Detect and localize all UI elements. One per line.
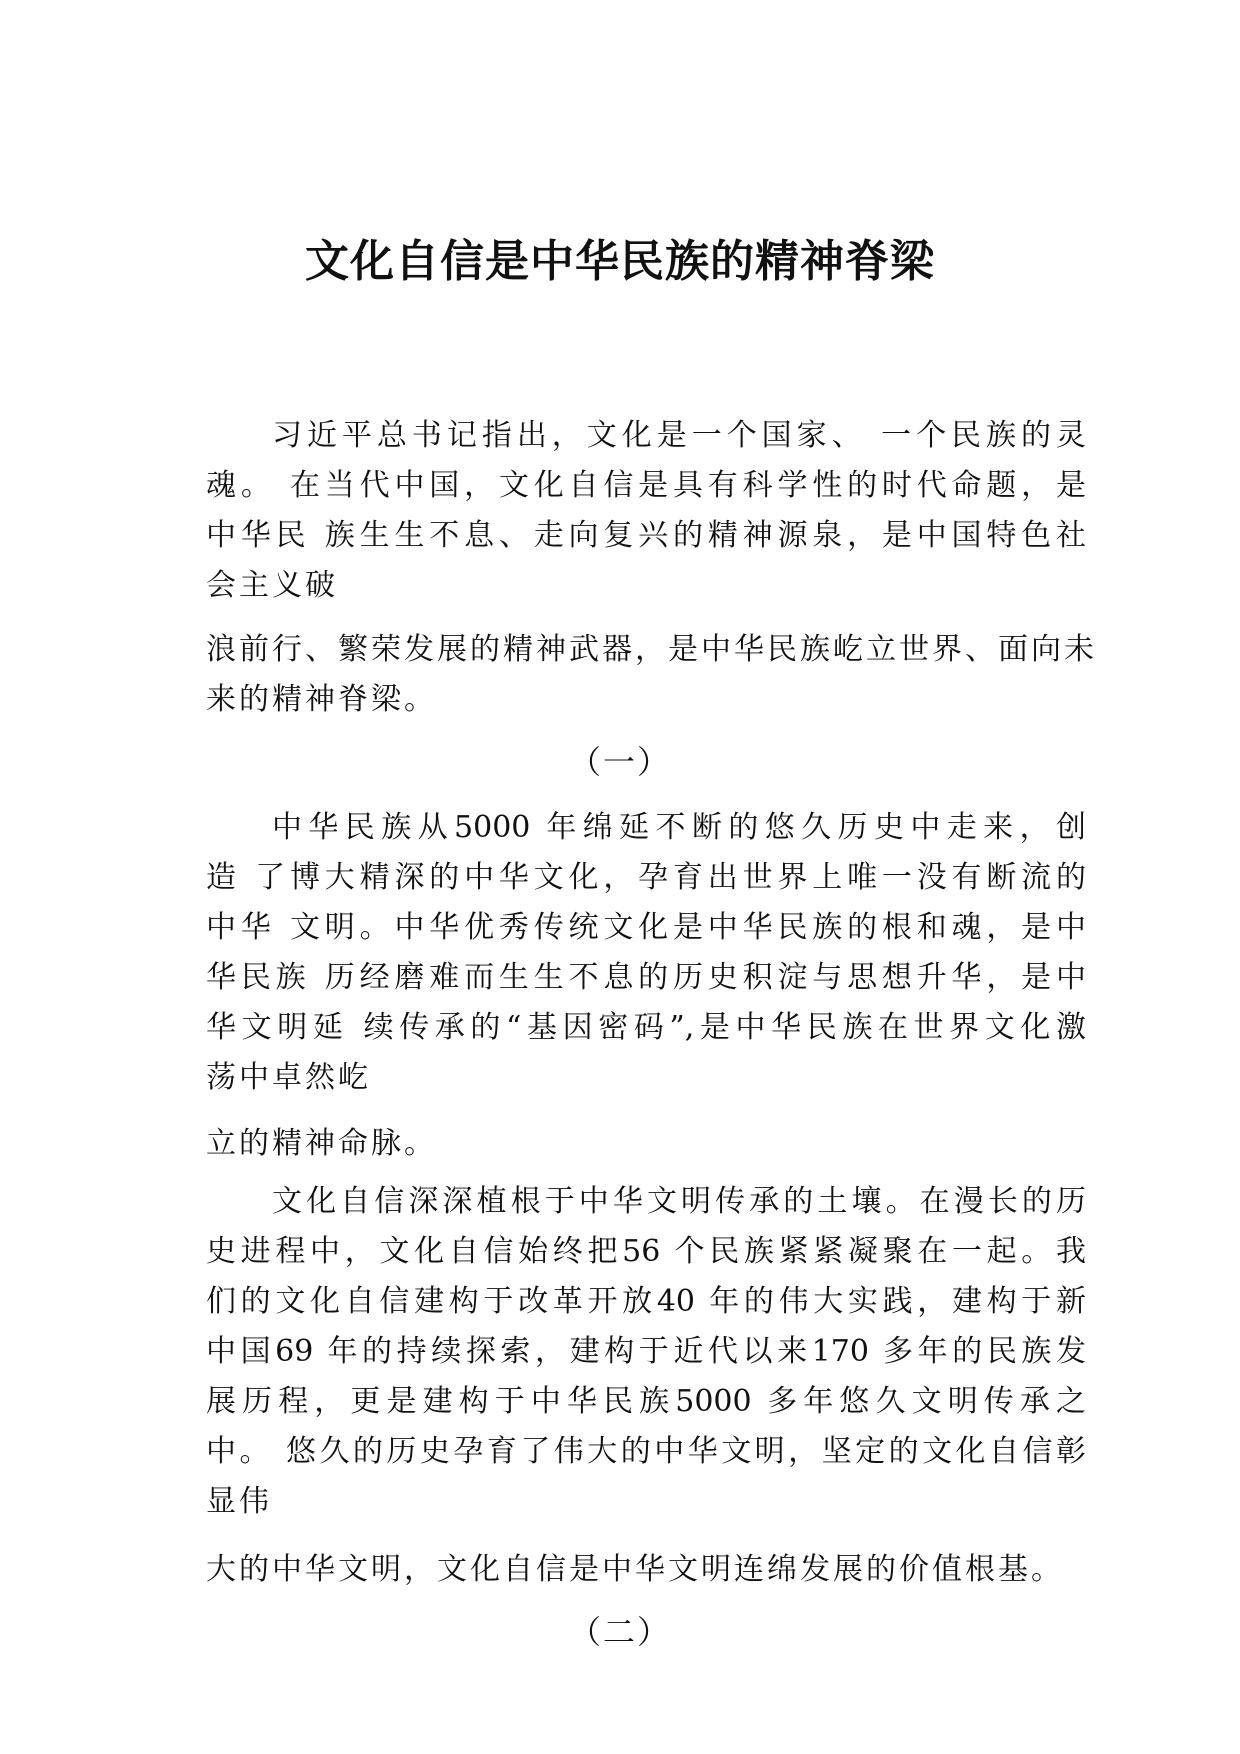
text-line: 显伟 <box>206 1484 272 1519</box>
text-line: 中华 文明。中华优秀传统文化是中华民族的根和魂，是中 <box>206 910 1086 945</box>
text-line: 立的精神命脉。 <box>206 1126 437 1161</box>
text-line: 会主义破 <box>206 568 338 603</box>
text-line: 中华民 族生生不息、走向复兴的精神源泉，是中国特色社 <box>206 518 1086 553</box>
text-line: 浪前行、繁荣发展的精神武器，是中华民族屹立世界、面向未 <box>206 632 1097 667</box>
section-heading: （二） <box>568 1613 671 1651</box>
document-title: 文化自信是中华民族的精神脊梁 <box>305 236 935 287</box>
text-line: 来的精神脊梁。 <box>206 682 437 717</box>
text-line: 大的中华文明，文化自信是中华文明连绵发展的价值根基。 <box>206 1552 1064 1587</box>
text-line: 荡中卓然屹 <box>206 1060 371 1095</box>
text-line: 中。 悠久的历史孕育了伟大的中华文明，坚定的文化自信彰 <box>206 1434 1086 1469</box>
text-line: 史进程中，文化自信始终把56 个民族紧紧凝聚在一起。我 <box>206 1234 1086 1269</box>
text-line: 展历程，更是建构于中华民族5000 多年悠久文明传承之 <box>206 1384 1086 1419</box>
text-line: 习近平总书记指出，文化是一个国家、 一个民族的灵 <box>272 418 1086 453</box>
section-heading: （一） <box>568 743 671 781</box>
text-line: 华民族 历经磨难而生生不息的历史积淀与思想升华，是中 <box>206 960 1086 995</box>
text-line: 华文明延 续传承的“基因密码”,是中华民族在世界文化激 <box>206 1010 1086 1045</box>
text-line: 们的文化自信建构于改革开放40 年的伟大实践，建构于新 <box>206 1284 1086 1319</box>
text-line: 中国69 年的持续探索，建构于近代以来170 多年的民族发 <box>206 1334 1086 1369</box>
text-line: 文化自信深深植根于中华文明传承的土壤。在漫长的历 <box>272 1184 1086 1219</box>
text-line: 魂。 在当代中国，文化自信是具有科学性的时代命题，是 <box>206 468 1086 503</box>
text-line: 中华民族从5000 年绵延不断的悠久历史中走来，创 <box>272 810 1086 845</box>
text-line: 造 了博大精深的中华文化，孕育出世界上唯一没有断流的 <box>206 860 1086 895</box>
